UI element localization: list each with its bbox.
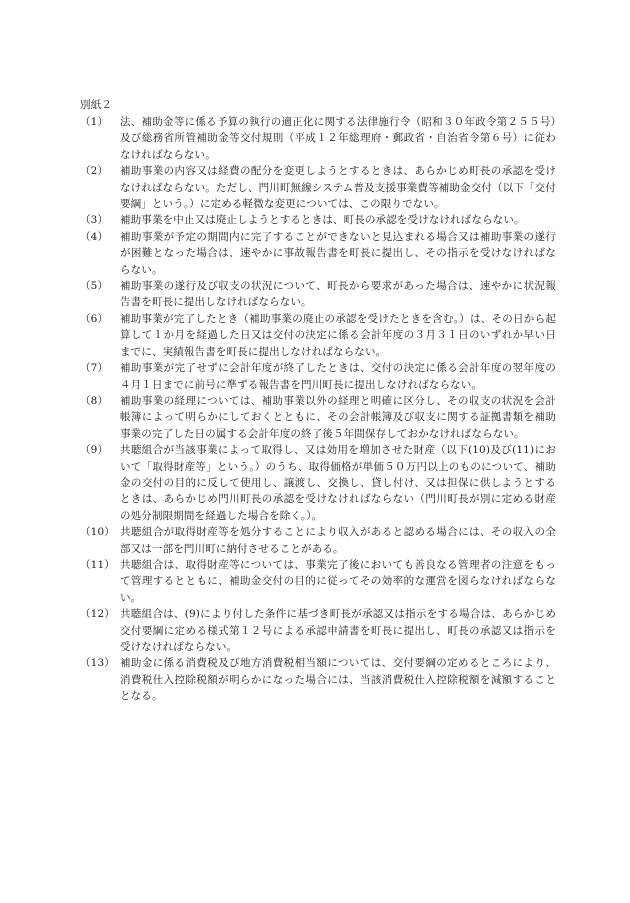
list-item <box>80 442 556 524</box>
document-label: 別紙２ <box>80 99 113 111</box>
list-item <box>80 393 556 442</box>
item-number: （7） <box>80 362 109 375</box>
item-text: 補助事業を中止又は廃止しようとするときは、町長の承認を受けなければならない。 <box>120 214 525 227</box>
item-number: （11） <box>80 558 115 571</box>
item-number: （6） <box>80 312 109 325</box>
item-text: 補助事業の経理については、補助事業以外の経理と明確に区分し、その収支の状況を会計帳簿によって明らかにしておくとともに、その会計帳簿及び収支に関する証拠書類を補助事業の完了した日の属する会計年度の終了後５年間保存しておかなければならない。 <box>120 394 556 440</box>
item-text: 補助事業の遂行及び収支の状況について、町長から要求があった場合は、速やかに状況報告書を町長に提出しなければならない。 <box>120 280 556 309</box>
item-number: （8） <box>80 394 109 407</box>
list-item <box>80 163 556 212</box>
item-number: （10） <box>80 526 115 539</box>
item-number: （2） <box>80 165 109 178</box>
list-item <box>80 524 556 557</box>
item-number: （1） <box>80 116 109 128</box>
list-item <box>80 655 556 704</box>
conditions-list <box>80 114 556 705</box>
item-text: 補助事業が完了せずに会計年度が終了したときは、交付の決定に係る会計年度の翌年度の４月１日までに前号に準ずる報告書を門川町長に提出しなければならない。 <box>120 362 556 391</box>
list-item <box>80 360 556 393</box>
item-text: 法、補助金等に係る予算の執行の適正化に関する法律施行令（昭和３０年政令第２５５号）及び総務省所管補助金等交付規則（平成１２年総理府・郵政省・自治省令第６号）に従わなければならない。 <box>120 116 556 161</box>
list-item <box>80 212 556 228</box>
item-number: （4） <box>80 230 109 243</box>
list-item <box>80 229 556 278</box>
list-item <box>80 114 556 163</box>
item-number: （12） <box>80 608 115 621</box>
item-text: 補助事業の内容又は経費の配分を変更しようとするときは、あらかじめ町長の承認を受けなければならない。ただし、門川町無線システム普及支援事業費等補助金交付（以下「交付要綱」という。）に定める軽微な変更については、この限りでない。 <box>120 165 556 211</box>
item-text: 共聴組合は、取得財産等については、事業完了後においても善良なる管理者の注意をもって管理するとともに、補助金交付の目的に従ってその効率的な運営を図らなければならない。 <box>120 558 556 604</box>
item-text: 共聴組合が取得財産等を処分することにより収入があると認める場合には、その収入の全部又は一部を門川町に納付させることがある。 <box>120 526 556 555</box>
item-text: 補助金に係る消費税及び地方消費税相当額については、交付要綱の定めるところにより、消費税仕入控除税額が明らかになった場合には、当該消費税仕入控除税額を減額することとなる。 <box>120 657 556 703</box>
list-item <box>80 311 556 360</box>
item-text: 補助事業が完了したとき（補助事業の廃止の承認を受けたときを含む。）は、その日から起算して１か月を経過した日又は交付の決定に係る会計年度の３月３１日のいずれか早い日までに、実績報告書を町長に提出しなければならない。 <box>120 312 556 358</box>
item-text: 補助事業が予定の期間内に完了することができないと見込まれる場合又は補助事業の遂行が困難となった場合は、速やかに事故報告書を町長に提出し、その指示を受けなければならない。 <box>120 230 556 276</box>
item-number: （13） <box>80 657 115 670</box>
list-item <box>80 557 556 606</box>
list-item <box>80 278 556 311</box>
list-item <box>80 606 556 655</box>
item-number: （3） <box>80 214 109 227</box>
item-number: （5） <box>80 280 109 293</box>
item-text: 共聴組合は、(9)により付した条件に基づき町長が承認又は指示をする場合は、あらかじめ交付要綱に定める様式第１２号による承認申請書を町長に提出し、町長の承認又は指示を受けなければならない。 <box>120 608 556 653</box>
item-number: （9） <box>80 444 109 457</box>
item-text: 共聴組合が当該事業によって取得し、又は効用を増加させた財産（以下(10)及び(11)において「取得財産等」という。）のうち、取得価格が単価５０万円以上のものについて、補助金の交付の目的に反して使用し、譲渡し、交換し、貸し付け、又は担保に供しようとするときは、あらかじめ門川町長の承認を受けなければならない（門川町長が別に定める財産の処分制限期間を経過した場合を除く。）。 <box>120 444 556 522</box>
